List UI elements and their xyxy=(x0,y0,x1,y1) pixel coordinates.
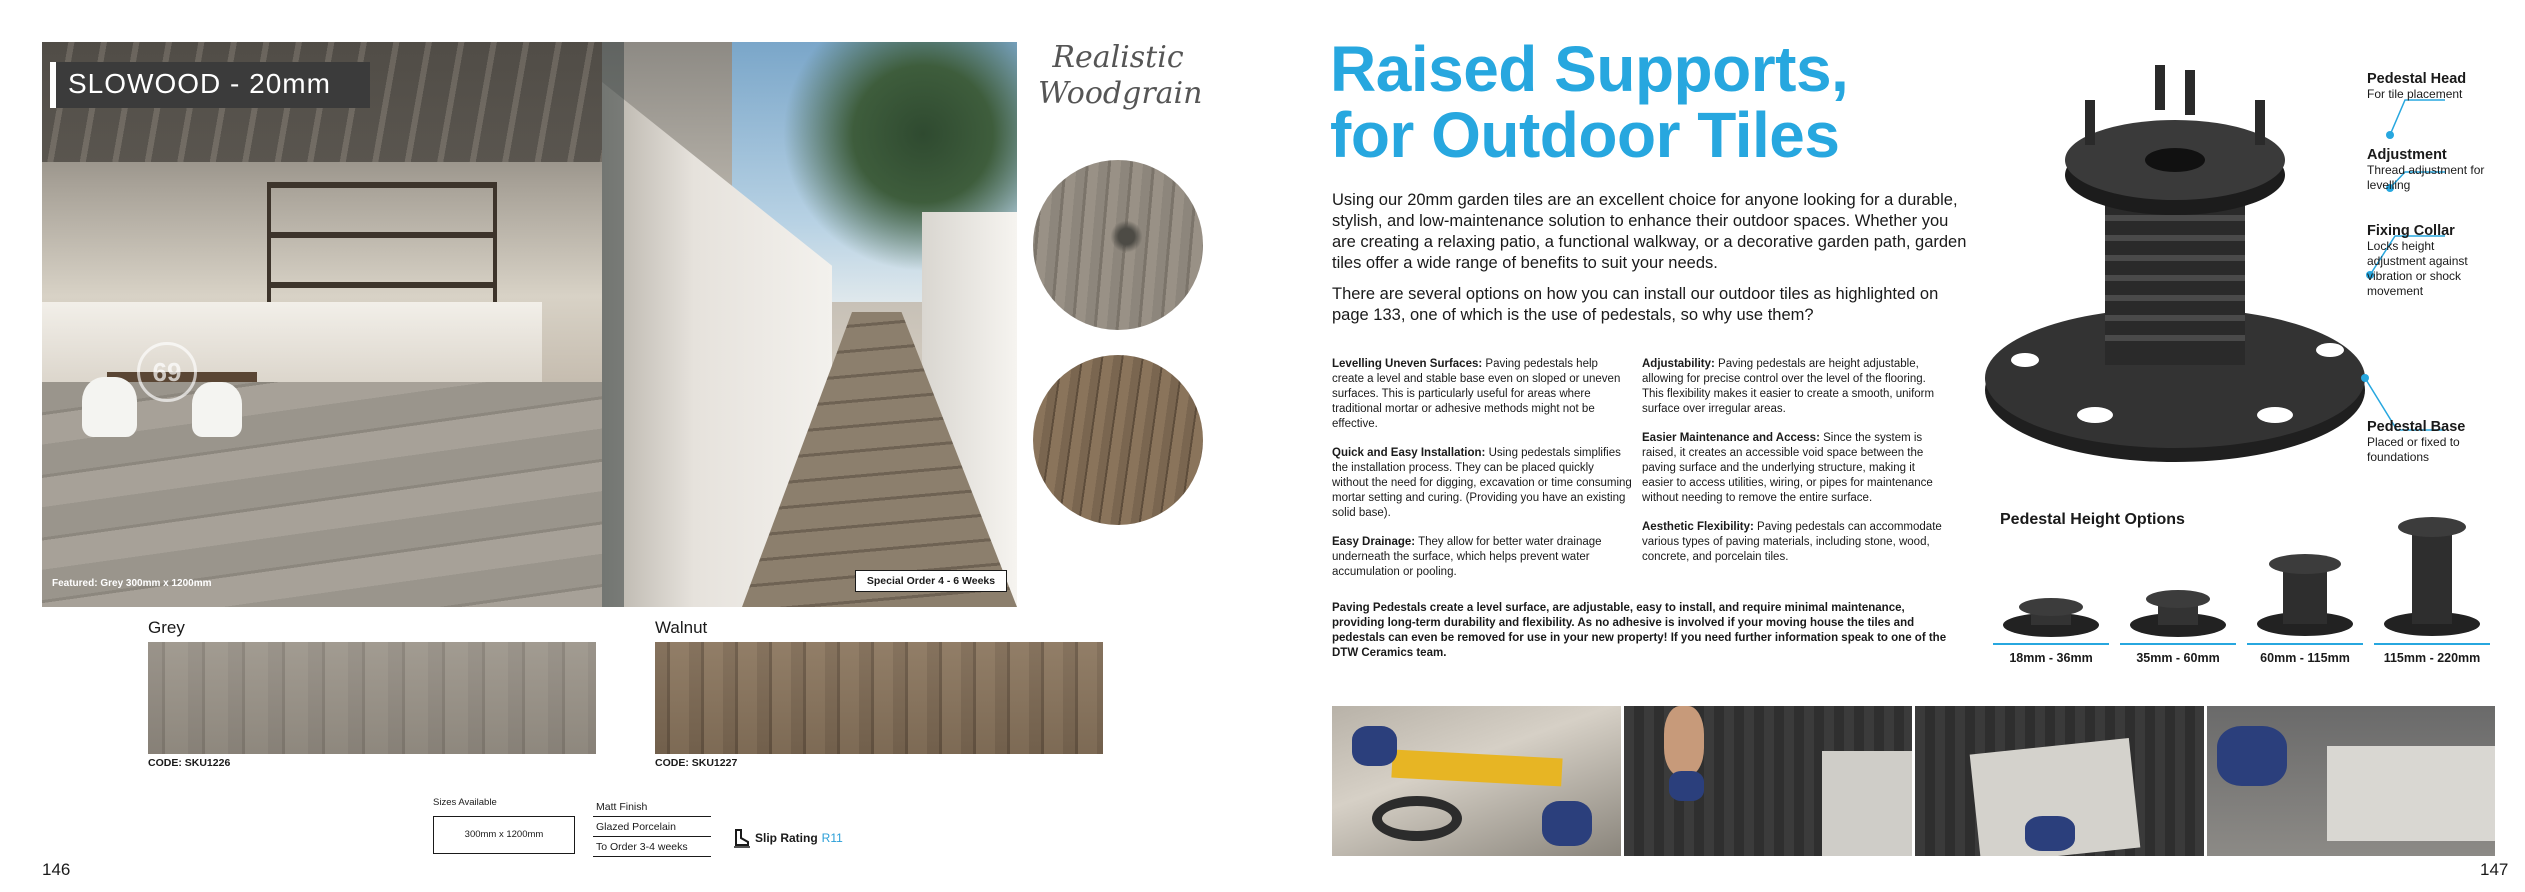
intro-paragraph: There are several options on how you can install our outdoor tiles as highlighted on page 133, one of which is the use of pedestals, so why use them? xyxy=(1332,285,1939,324)
height-option-label: 115mm - 220mm xyxy=(2374,643,2490,665)
page-headline xyxy=(1330,33,1849,171)
benefit-item xyxy=(1642,357,1942,417)
swatch-name-grey: Grey xyxy=(148,618,185,637)
tile xyxy=(1822,751,1912,856)
install-photo-levelling xyxy=(1332,706,1621,856)
callout-title: Fixing Collar xyxy=(2367,223,2455,239)
benefit-item xyxy=(1642,431,1942,506)
sku-code-walnut: CODE: SKU1227 xyxy=(655,757,738,769)
install-photo-finished xyxy=(2207,706,2496,856)
finish-item: Matt Finish xyxy=(593,797,711,817)
medium-pedestal-icon xyxy=(2255,542,2355,637)
callout-text: Locks height adjustment against vibration or shock movement xyxy=(2367,239,2468,298)
benefit-title: Levelling Uneven Surfaces: xyxy=(1332,358,1483,370)
short-pedestal-icon xyxy=(2001,587,2101,637)
benefit-item xyxy=(1642,520,1942,565)
benefit-title: Easy Drainage: xyxy=(1332,536,1416,548)
benefit-item xyxy=(1332,357,1632,432)
callout-pedestal-base xyxy=(2367,420,2487,465)
benefit-text: Using pedestals simplifies the installation process. They can be placed quickly without the need for digging, excavation or time consuming mortar setting and curing. (Providing you have an existing solid base). xyxy=(1332,447,1632,519)
callout-text: Placed or fixed to foundations xyxy=(2367,435,2460,464)
script-heading-line1: Realistic xyxy=(1052,40,1184,75)
benefit-text: They allow for better water drainage underneath the surface, which helps prevent water accumulation or pooling. xyxy=(1332,536,1602,578)
headline-line2: for Outdoor Tiles xyxy=(1330,99,1840,171)
callout-title: Adjustment xyxy=(2367,147,2447,163)
chair xyxy=(192,382,242,437)
finish-item: Glazed Porcelain xyxy=(593,817,711,837)
gloved-hand xyxy=(2217,726,2287,786)
benefit-text: Since the system is raised, it creates an accessible void space between the paving surface and the underlying structure, making it easier to access utilities, wiring, or pipes for maintenance without needing to remove the entire surface. xyxy=(1642,432,1933,504)
benefit-item xyxy=(1332,446,1632,521)
height-option xyxy=(2247,542,2363,665)
slip-rating-label: Slip Rating xyxy=(755,831,818,845)
install-photo-placing-tile xyxy=(1915,706,2204,856)
slip-shoe-icon xyxy=(733,828,751,848)
summary-text: Paving Pedestals create a level surface, are adjustable, easy to install, and require minimal maintenance, providing long-term durability and flexibility. As no adhesive is involved if your moving house the tiles and pedestals can even be removed for use in your new property! If you need further information speak to one of the DTW Ceramics team. xyxy=(1332,602,1947,659)
benefit-item xyxy=(1332,535,1632,580)
gloved-hand xyxy=(1669,771,1704,801)
height-option-label: 35mm - 60mm xyxy=(2120,643,2236,665)
callout-title: Pedestal Base xyxy=(2367,419,2466,435)
install-photo-pedestals xyxy=(1624,706,1913,856)
slip-rating xyxy=(733,828,843,848)
height-option xyxy=(2374,507,2490,665)
hero-badge: 69 xyxy=(137,342,197,402)
gloved-hand xyxy=(2025,816,2075,851)
callout-adjustment xyxy=(2367,148,2487,193)
page-number-left: 146 xyxy=(42,860,71,879)
callout-text: Thread adjustment for levelling xyxy=(2367,163,2485,192)
script-heading-line2: Woodgrain xyxy=(1038,76,1203,111)
callout-text: For tile placement xyxy=(2367,87,2463,101)
finish-list xyxy=(593,797,711,857)
benefit-title: Aesthetic Flexibility: xyxy=(1642,521,1754,533)
height-options-title: Pedestal Height Options xyxy=(2000,511,2185,528)
height-options xyxy=(1993,505,2498,665)
height-option xyxy=(2120,579,2236,665)
special-order-badge: Special Order 4 - 6 Weeks xyxy=(855,570,1007,592)
grey-swatch-circle xyxy=(1033,160,1203,330)
intro-paragraph: Using our 20mm garden tiles are an excellent choice for anyone looking for a durable, stylish, and low-maintenance solution to enhance their outdoor spaces. Whether you are creating a relaxing patio, a functional walkway, or a decorative garden path, garden tiles offer a wide range of benefits to suit your needs. xyxy=(1332,191,1967,272)
benefit-title: Easier Maintenance and Access: xyxy=(1642,432,1820,444)
pedestal-ring xyxy=(1372,796,1462,841)
sizes-available-label: Sizes Available xyxy=(433,797,497,808)
page-number-right: 147 xyxy=(2480,860,2509,879)
swatch-name-walnut: Walnut xyxy=(655,618,708,637)
sku-code-grey: CODE: SKU1226 xyxy=(148,757,231,769)
gloved-hand xyxy=(1542,801,1592,846)
arm xyxy=(1664,706,1704,776)
product-title: SLOWOOD - 20mm xyxy=(68,68,331,99)
installation-photos xyxy=(1332,706,2495,856)
headline-line1: Raised Supports, xyxy=(1330,33,1849,105)
benefits-column-right xyxy=(1642,357,1942,579)
benefit-text: Paving pedestals can accommodate various types of paving materials, including stone, wood, concrete, and porcelain tiles. xyxy=(1642,521,1942,563)
walnut-plank-sample xyxy=(655,642,1103,754)
kitchen-counter xyxy=(42,302,542,382)
tall-pedestal-icon xyxy=(2382,507,2482,637)
product-title-plate xyxy=(50,62,370,108)
glass-partition xyxy=(602,42,624,607)
walnut-swatch-circle xyxy=(1033,355,1203,525)
benefit-title: Adjustability: xyxy=(1642,358,1715,370)
slip-rating-value: R11 xyxy=(821,831,843,845)
height-option-label: 18mm - 36mm xyxy=(1993,643,2109,665)
height-option-label: 60mm - 115mm xyxy=(2247,643,2363,665)
script-heading xyxy=(1038,40,1203,112)
chair xyxy=(82,377,137,437)
gloved-hand xyxy=(1352,726,1397,766)
featured-note: Featured: Grey 300mm x 1200mm xyxy=(52,578,212,589)
hero-photo xyxy=(42,42,1017,607)
callout-fixing-collar xyxy=(2367,224,2487,299)
size-value: 300mm x 1200mm xyxy=(433,816,575,854)
pedestal-head xyxy=(2065,65,2285,215)
spirit-level xyxy=(1391,750,1562,787)
finish-item: To Order 3-4 weeks xyxy=(593,837,711,857)
benefits-column-left xyxy=(1332,357,1632,594)
grey-plank-sample xyxy=(148,642,596,754)
benefit-title: Quick and Easy Installation: xyxy=(1332,447,1486,459)
height-option xyxy=(1993,587,2109,665)
benefit-text: Paving pedestals help create a level and stable base even on sloped or uneven surfaces. This is particularly useful for areas where traditional mortar or adhesive methods might not be effective. xyxy=(1332,358,1621,430)
title-accent-bar xyxy=(50,62,56,108)
low-pedestal-icon xyxy=(2128,579,2228,637)
benefit-text: Paving pedestals are height adjustable, allowing for precise control over the level of the flooring. This flexibility makes it easier to create a smooth, uniform surface over irregular areas. xyxy=(1642,358,1935,415)
callout-pedestal-head xyxy=(2367,72,2466,102)
callout-title: Pedestal Head xyxy=(2367,71,2467,87)
intro-text xyxy=(1332,190,1972,326)
raised-slab xyxy=(2327,746,2496,841)
pedestal-thread xyxy=(2105,190,2245,365)
